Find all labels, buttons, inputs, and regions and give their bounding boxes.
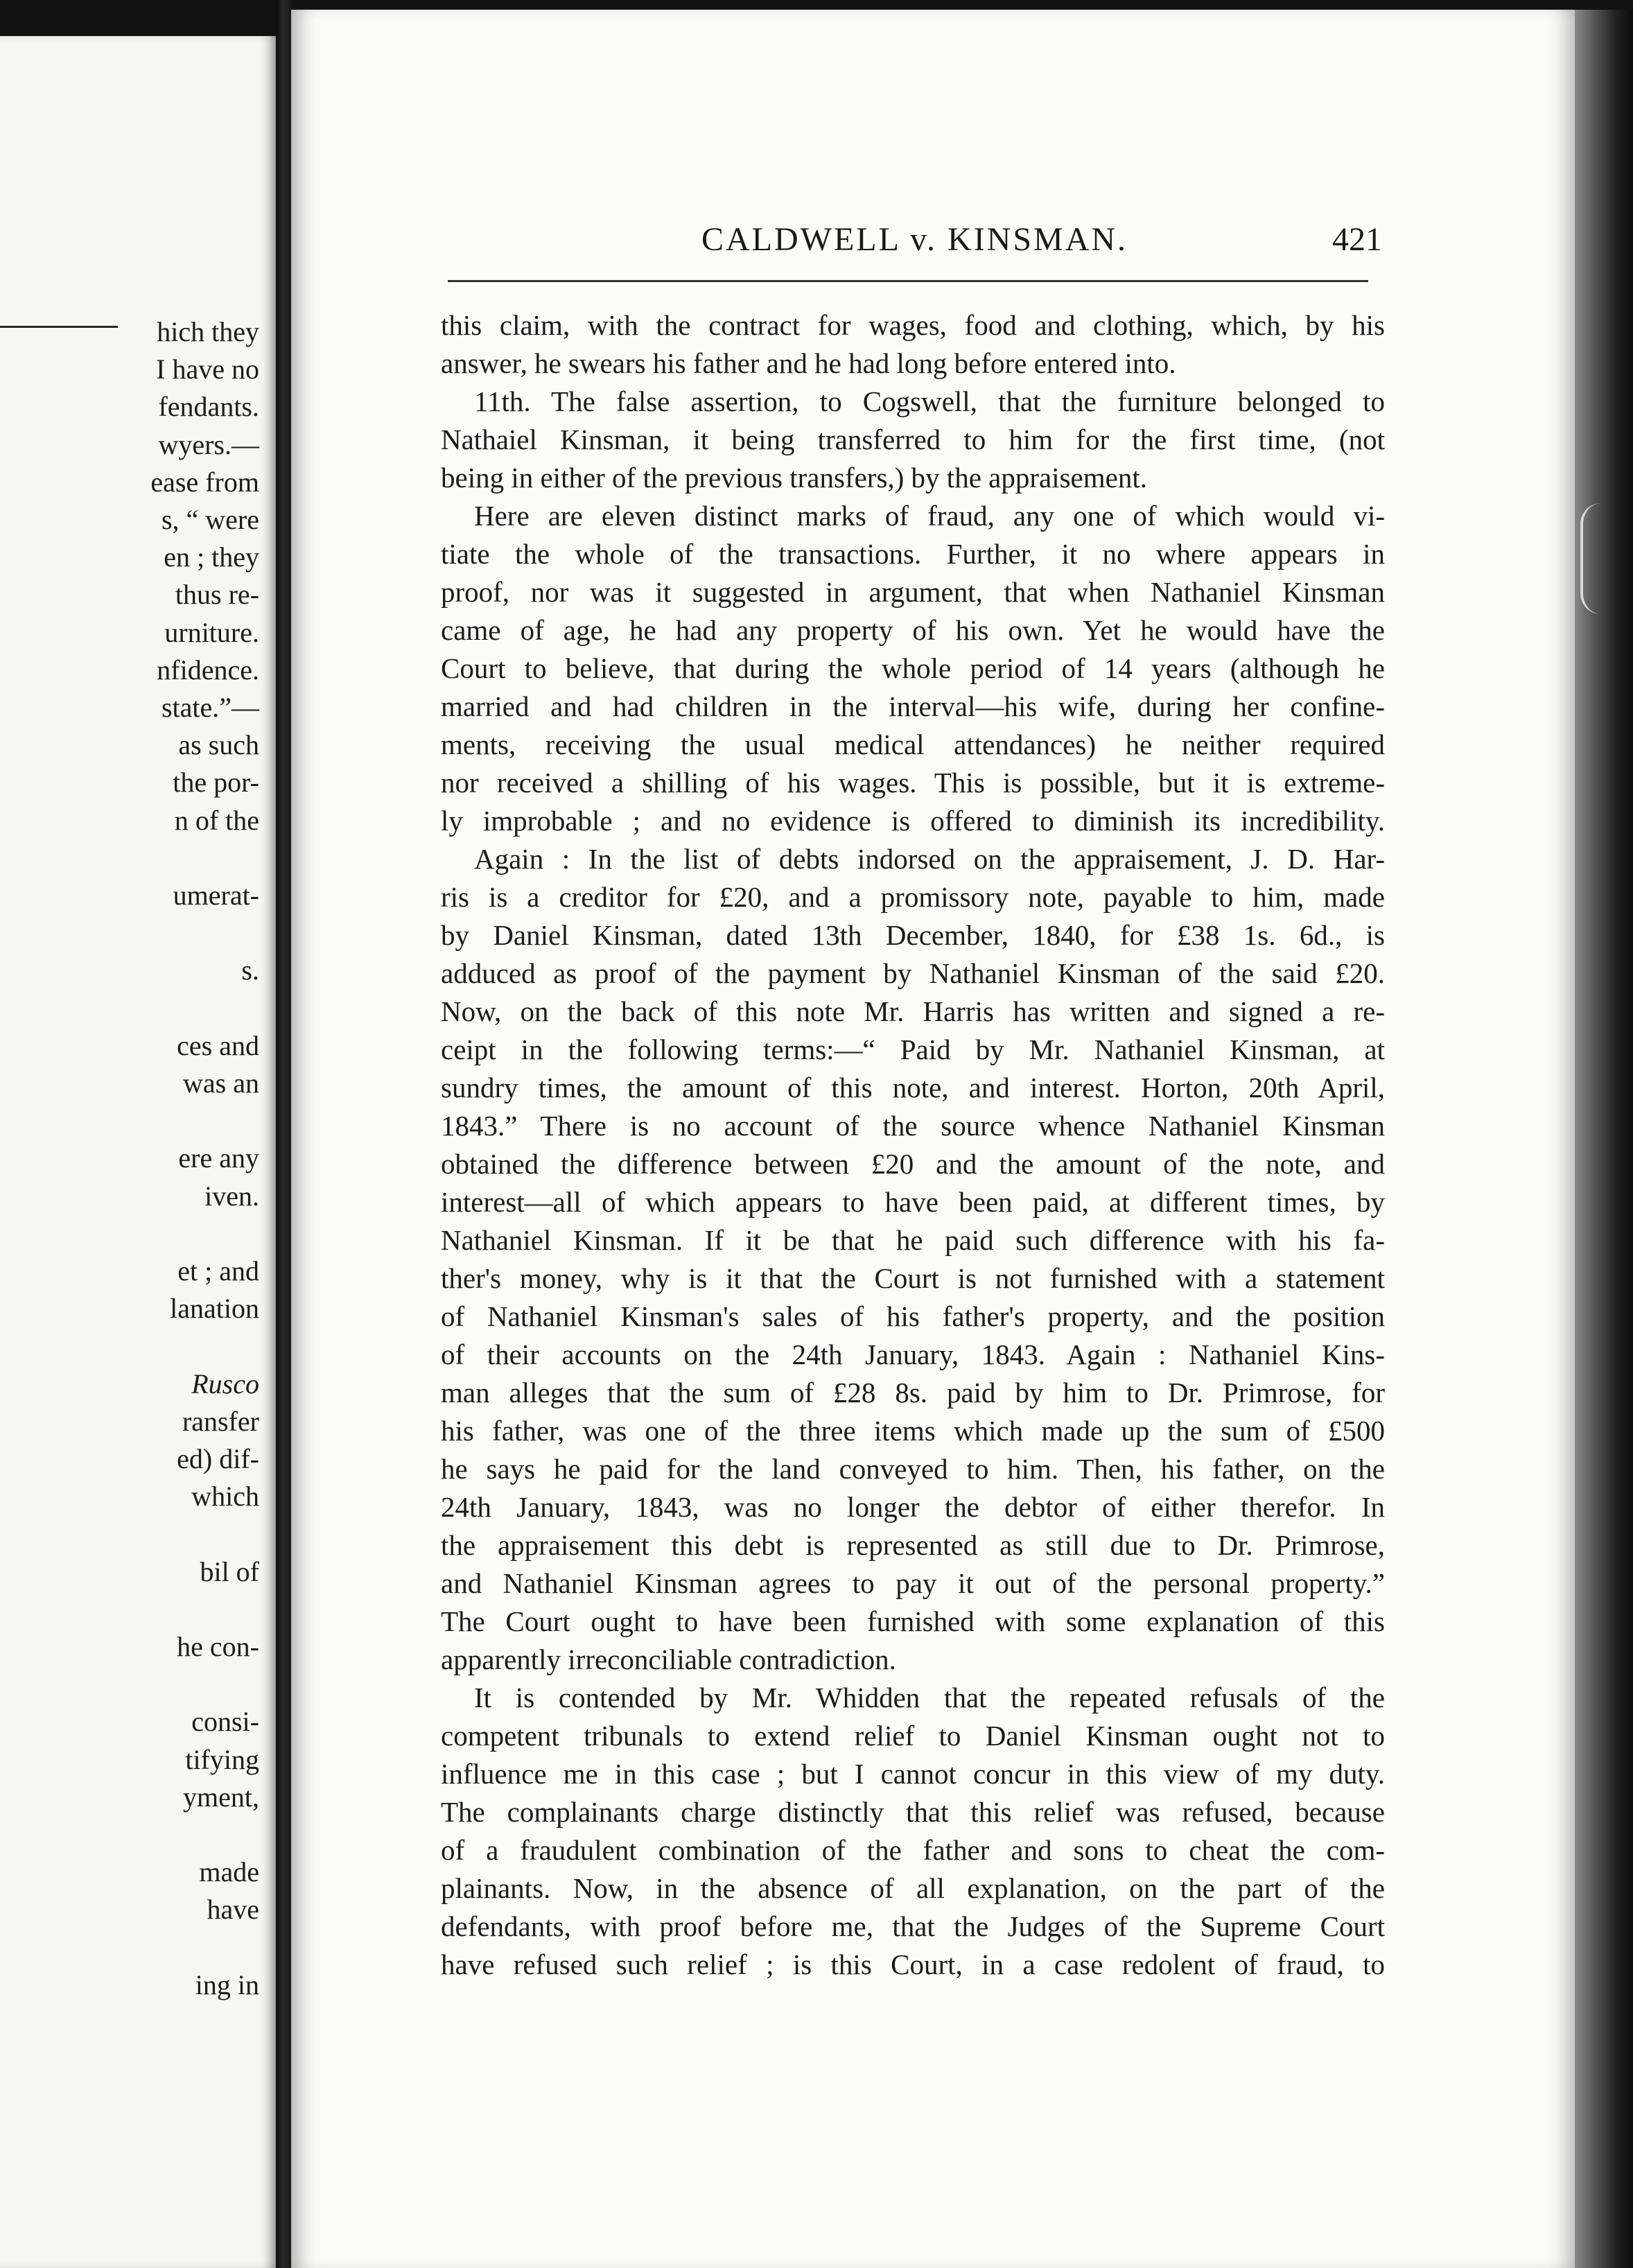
left-text-line: was an [183, 1067, 259, 1099]
pencil-margin-mark [1580, 503, 1611, 614]
left-text-line: have [207, 1894, 259, 1926]
text-line: apparently irreconciliable contradiction. [441, 1643, 896, 1675]
text-line: 11th. The false assertion, to Cogswell, that the furniture belonged to [474, 385, 1385, 417]
text-line: ments, receiving the usual medical attendances) he neither required [441, 729, 1385, 760]
left-text-line: thus re- [175, 579, 259, 611]
text-line: answer, he swears his father and he had long before entered into. [441, 347, 1176, 379]
left-text-line: state.”— [161, 692, 259, 723]
text-line: sundry times, the amount of this note, and interest. Horton, 20th April, [441, 1072, 1385, 1104]
text-line: have refused such relief ; is this Court, in a case redolent of fraud, to [441, 1948, 1385, 1980]
left-text-line: hich they [157, 316, 259, 347]
left-text-line: et ; and [177, 1255, 259, 1286]
left-text-line: consi- [191, 1706, 259, 1738]
text-line: ceipt in the following terms:—“ Paid by Mr. Nathaniel Kinsman, at [441, 1033, 1385, 1065]
left-text-line: ease from [150, 466, 259, 498]
text-line: came of age, he had any property of his own. Yet he would have the [441, 614, 1385, 646]
body-text [441, 306, 1385, 1984]
text-line: ly improbable ; and no evidence is offered to diminish its incredibility. [441, 805, 1385, 837]
left-page-rule [0, 326, 118, 328]
left-text-line: lanation [170, 1293, 259, 1325]
left-text-line: Rusco [191, 1368, 259, 1399]
left-text-line: ransfer [182, 1405, 259, 1437]
book-gutter [276, 0, 292, 2268]
text-line: interest—all of which appears to have been paid, at different times, by [441, 1186, 1385, 1218]
text-line: Here are eleven distinct marks of fraud, any one of which would vi- [474, 500, 1385, 532]
text-line: 1843.” There is no account of the source whence Nathaniel Kinsman [441, 1110, 1385, 1142]
text-line: The complainants charge distinctly that this relief was refused, because [441, 1796, 1385, 1828]
text-line: The Court ought to have been furnished with some explanation of this [441, 1605, 1385, 1637]
text-line: being in either of the previous transfers,) by the appraisement. [441, 462, 1147, 494]
left-text-line: ces and [177, 1029, 259, 1061]
text-line: his father, was one of the three items which made up the sum of £500 [441, 1415, 1385, 1447]
text-line: by Daniel Kinsman, dated 13th December, 1840, for £38 1s. 6d., is [441, 919, 1385, 951]
left-text-line: as such [178, 729, 259, 761]
left-text-line: ere any [178, 1142, 259, 1174]
text-line: proof, nor was it suggested in argument, that when Nathaniel Kinsman [441, 576, 1385, 608]
text-line: competent tribunals to extend relief to Daniel Kinsman ought not to [441, 1720, 1385, 1752]
text-line: man alleges that the sum of £28 8s. paid by him to Dr. Primrose, for [441, 1377, 1385, 1408]
left-text-line: ed) dif- [177, 1443, 259, 1474]
left-text-line: en ; they [164, 541, 259, 573]
text-line: he says he paid for the land conveyed to him. Then, his father, on the [441, 1453, 1385, 1485]
page-edge [1575, 10, 1633, 2268]
left-text-line: made [199, 1856, 259, 1888]
page-number: 421 [1332, 221, 1382, 258]
left-text-line: ing in [195, 1969, 259, 2000]
text-line: of a fraudulent combination of the father and sons to cheat the com- [441, 1834, 1385, 1866]
text-line: Again : In the list of debts indorsed on the appraisement, J. D. Har- [474, 843, 1385, 875]
text-line: this claim, with the contract for wages, food and clothing, which, by his [441, 309, 1385, 341]
left-text-line: fendants. [158, 391, 259, 423]
left-text-line: umerat- [173, 880, 259, 911]
left-text-line: urniture. [164, 616, 259, 648]
left-text-line: nfidence. [157, 654, 259, 686]
left-text-line: the por- [173, 767, 259, 799]
left-text-line: n of the [174, 804, 259, 836]
text-line: nor received a shilling of his wages. This is possible, but it is extreme- [441, 767, 1385, 799]
text-line: adduced as proof of the payment by Nathaniel Kinsman of the said £20. [441, 957, 1385, 989]
left-text-line: he con- [177, 1631, 259, 1662]
text-line: the appraisement this debt is represented as still due to Dr. Primrose, [441, 1529, 1385, 1561]
text-line: of their accounts on the 24th January, 1843. Again : Nathaniel Kins- [441, 1338, 1385, 1370]
text-line: ther's money, why is it that the Court is not furnished with a statement [441, 1262, 1385, 1294]
left-text-line: bil of [200, 1555, 259, 1587]
running-title: CALDWELL v. KINSMAN. [701, 221, 1128, 258]
text-line: Nathaiel Kinsman, it being transferred to him for the first time, (not [441, 424, 1385, 455]
text-line: Court to believe, that during the whole period of 14 years (although he [441, 652, 1385, 684]
text-line: Nathaniel Kinsman. If it be that he paid such difference with his fa- [441, 1224, 1385, 1256]
left-text-line: which [191, 1481, 259, 1512]
text-line: of Nathaniel Kinsman's sales of his father's property, and the position [441, 1300, 1385, 1332]
left-text-line: wyers.— [158, 428, 259, 460]
left-text-line: iven. [204, 1180, 259, 1212]
text-line: obtained the difference between £20 and the amount of the note, and [441, 1148, 1385, 1180]
text-line: and Nathaniel Kinsman agrees to pay it out of the personal property.” [441, 1567, 1385, 1599]
text-line: It is contended by Mr. Whidden that the repeated refusals of the [474, 1682, 1385, 1713]
left-text-line: yment, [183, 1781, 259, 1813]
text-line: defendants, with proof before me, that the Judges of the Supreme Court [441, 1910, 1385, 1942]
text-line: 24th January, 1843, was no longer the debtor of either therefor. In [441, 1491, 1385, 1523]
text-line: influence me in this case ; but I cannot concur in this view of my duty. [441, 1758, 1385, 1790]
header-rule [448, 280, 1368, 282]
left-text-line: I have no [156, 354, 259, 385]
text-line: Now, on the back of this note Mr. Harris has written and signed a re- [441, 995, 1385, 1027]
text-line: ris is a creditor for £20, and a promissory note, payable to him, made [441, 881, 1385, 913]
left-text-line: s, “ were [161, 504, 259, 535]
text-line: married and had children in the interval—his wife, during her confine- [441, 690, 1385, 722]
text-line: plainants. Now, in the absence of all explanation, on the part of the [441, 1872, 1385, 1904]
left-text-line: s. [241, 954, 259, 986]
text-line: tiate the whole of the transactions. Further, it no where appears in [441, 538, 1385, 570]
left-page-fragment [0, 36, 276, 2268]
left-text-line: tifying [185, 1743, 259, 1775]
